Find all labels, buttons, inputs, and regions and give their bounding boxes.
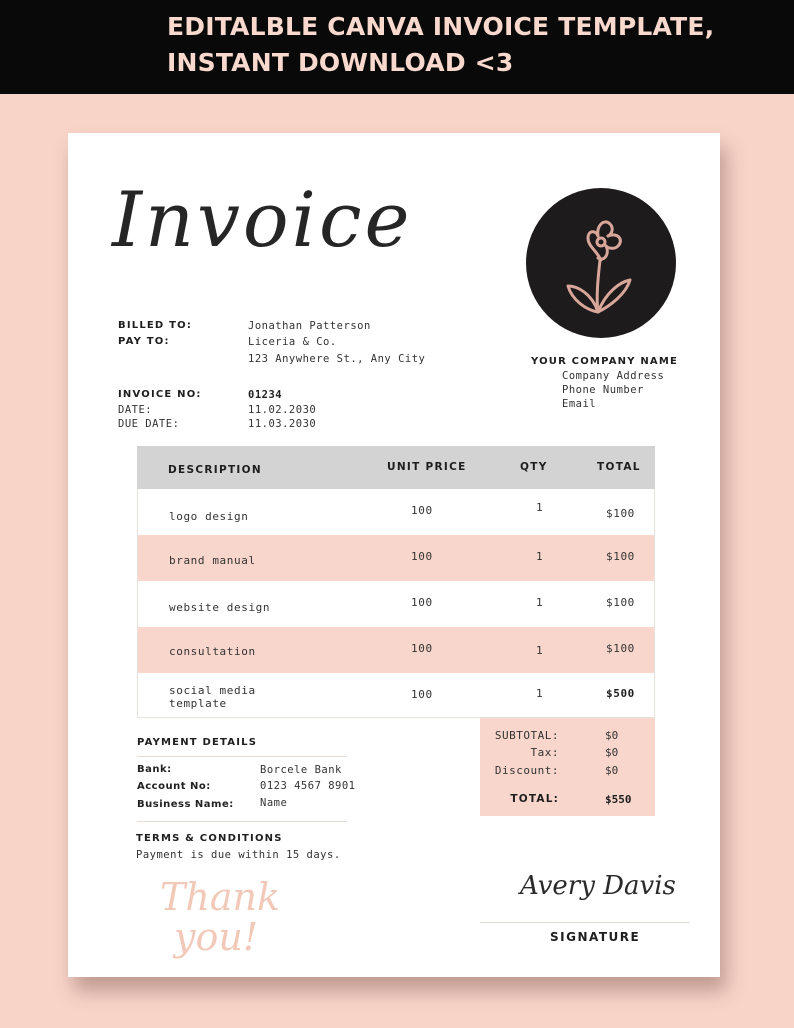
subtotal-value: $0 bbox=[605, 729, 619, 742]
banner-title-line2: INSTANT DOWNLOAD <3 bbox=[167, 48, 514, 77]
company-phone: Phone Number bbox=[562, 384, 644, 396]
row-unit-price: 100 bbox=[411, 504, 433, 517]
header-total: TOTAL bbox=[597, 461, 641, 473]
row-unit-price: 100 bbox=[411, 550, 433, 563]
discount-value: $0 bbox=[605, 764, 619, 777]
tax-value: $0 bbox=[605, 746, 619, 759]
payment-details-heading: PAYMENT DETAILS bbox=[137, 737, 258, 748]
table-header bbox=[137, 446, 655, 489]
terms-text: Payment is due within 15 days. bbox=[136, 849, 341, 861]
row-total: $100 bbox=[606, 642, 635, 655]
flower-icon bbox=[526, 188, 676, 338]
header-qty: QTY bbox=[520, 461, 548, 473]
bank-value: Borcele Bank bbox=[260, 764, 342, 776]
bank-label: Bank: bbox=[137, 764, 172, 775]
pay-to-label: PAY TO: bbox=[118, 336, 170, 347]
signature-script: Avery Davis bbox=[520, 871, 676, 901]
header-description: DESCRIPTION bbox=[168, 464, 262, 476]
row-qty: 1 bbox=[536, 501, 544, 514]
row-description: brand manual bbox=[169, 554, 256, 567]
row-unit-price: 100 bbox=[411, 688, 433, 701]
signature-line bbox=[480, 922, 690, 923]
account-value: 0123 4567 8901 bbox=[260, 780, 356, 792]
discount-label: Discount: bbox=[494, 764, 559, 777]
payment-divider-top bbox=[137, 756, 347, 757]
terms-heading: TERMS & CONDITIONS bbox=[136, 833, 283, 844]
billed-to-label: BILLED TO: bbox=[118, 320, 193, 331]
table-row bbox=[137, 673, 655, 718]
invoice-due-date: 11.03.2030 bbox=[248, 418, 317, 430]
row-qty: 1 bbox=[536, 687, 544, 700]
summary-box bbox=[480, 718, 655, 816]
row-description-line2: template bbox=[169, 697, 227, 710]
thank-line2: you! bbox=[174, 915, 259, 959]
items-table bbox=[137, 446, 655, 718]
pay-to-company: Liceria & Co. bbox=[248, 336, 337, 348]
row-total: $100 bbox=[606, 596, 635, 609]
row-qty: 1 bbox=[536, 644, 544, 657]
invoice-number: 01234 bbox=[248, 389, 283, 401]
company-address: Company Address bbox=[562, 370, 665, 382]
row-total: $100 bbox=[606, 550, 635, 563]
pay-to-address: 123 Anywhere St., Any City bbox=[248, 353, 426, 365]
invoice-no-label: INVOICE NO: bbox=[118, 389, 202, 400]
company-email: Email bbox=[562, 398, 597, 410]
header-unit-price: UNIT PRICE bbox=[387, 461, 467, 473]
thank-line1: Thank bbox=[160, 875, 280, 919]
row-description: consultation bbox=[169, 645, 256, 658]
due-date-label: DUE DATE: bbox=[118, 418, 180, 430]
row-total: $100 bbox=[606, 507, 635, 520]
company-logo bbox=[526, 188, 676, 338]
signature-label: SIGNATURE bbox=[550, 930, 641, 944]
row-qty: 1 bbox=[536, 550, 544, 563]
thank-you-text bbox=[160, 877, 280, 957]
invoice-title: Invoice bbox=[112, 175, 413, 264]
row-total: $500 bbox=[606, 687, 635, 700]
row-unit-price: 100 bbox=[411, 642, 433, 655]
business-name-label: Business Name: bbox=[137, 799, 234, 810]
subtotal-label: SUBTOTAL: bbox=[494, 729, 559, 742]
business-name-value: Name bbox=[260, 797, 288, 809]
invoice-sheet bbox=[68, 133, 720, 977]
company-name: YOUR COMPANY NAME bbox=[531, 356, 679, 367]
total-value: $550 bbox=[605, 793, 632, 806]
banner bbox=[0, 0, 794, 94]
date-label: DATE: bbox=[118, 404, 153, 416]
billed-to-name: Jonathan Patterson bbox=[248, 320, 371, 332]
tax-label: Tax: bbox=[530, 746, 559, 759]
row-description: social media bbox=[169, 684, 256, 697]
invoice-date: 11.02.2030 bbox=[248, 404, 317, 416]
table-row bbox=[137, 627, 655, 673]
row-description: logo design bbox=[169, 510, 249, 523]
table-row bbox=[137, 489, 655, 535]
payment-divider-bottom bbox=[137, 821, 347, 822]
account-label: Account No: bbox=[137, 781, 211, 792]
banner-title-line1: EDITALBLE CANVA INVOICE TEMPLATE, bbox=[167, 12, 715, 41]
row-description: website design bbox=[169, 601, 271, 614]
table-row bbox=[137, 535, 655, 581]
total-label: TOTAL: bbox=[510, 793, 559, 805]
row-qty: 1 bbox=[536, 596, 544, 609]
table-row bbox=[137, 581, 655, 627]
row-unit-price: 100 bbox=[411, 596, 433, 609]
